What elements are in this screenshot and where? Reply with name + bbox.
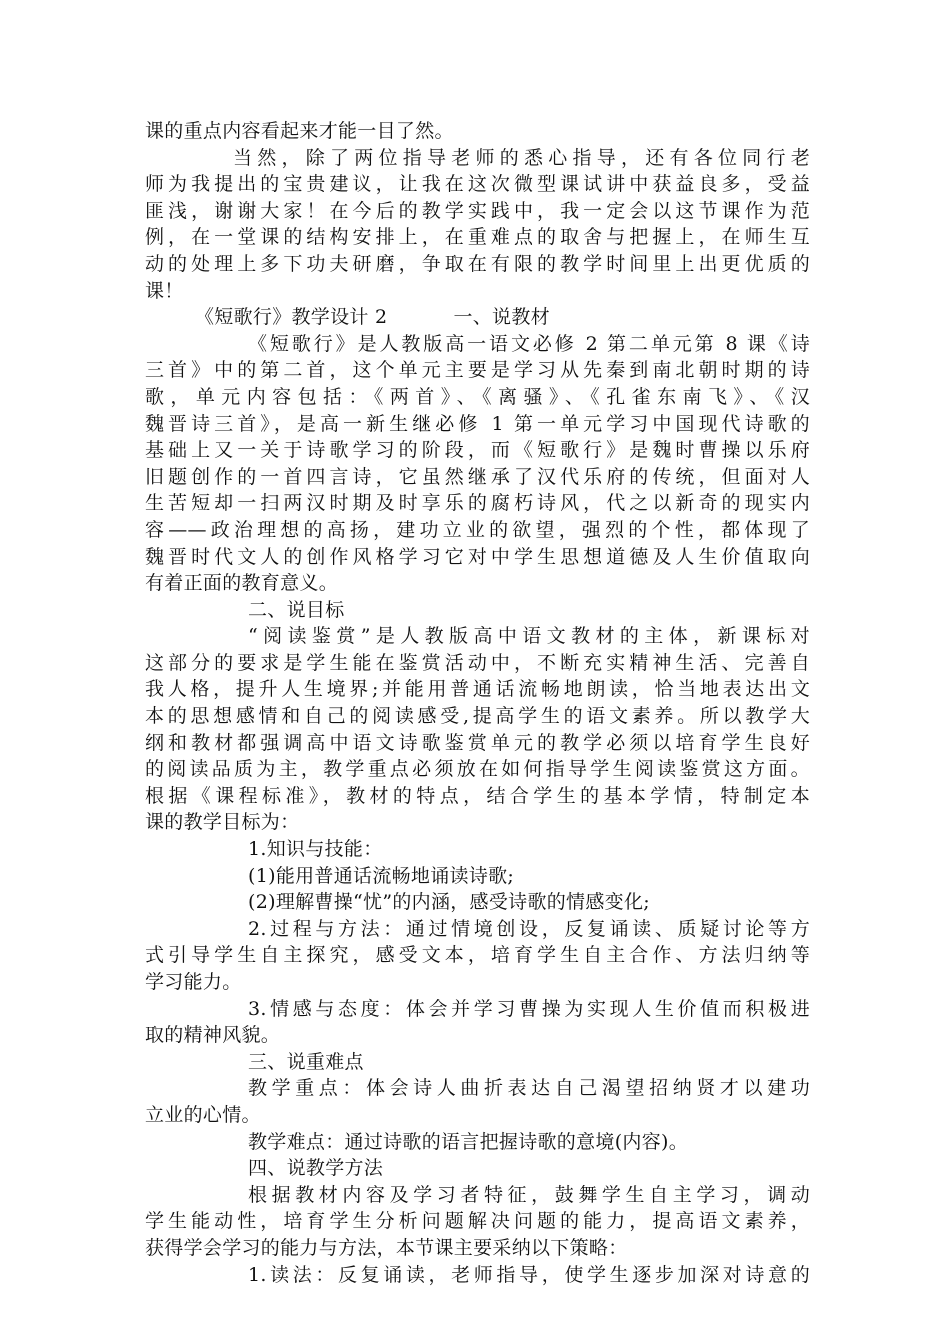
text-line: 1.读法：反复诵读，老师指导，使学生逐步加深对诗意的 bbox=[248, 1263, 810, 1286]
text-line: 有着正面的教育意义。 bbox=[145, 572, 339, 595]
section-heading: 四、说教学方法 bbox=[248, 1157, 384, 1180]
text-line: 这部分的要求是学生能在鉴赏活动中，不断充实精神生活、完善自 bbox=[145, 651, 810, 674]
text-line: 课！ bbox=[145, 279, 184, 302]
text-line: 3.情感与态度：体会并学习曹操为实现人生价值而积极进 bbox=[248, 997, 810, 1020]
text-line: 我人格，提升人生境界;并能用普通话流畅地朗读，恰当地表达出文 bbox=[145, 678, 810, 701]
text-line: 教学重点：体会诗人曲折表达自己渴望招纳贤才以建功 bbox=[248, 1077, 810, 1100]
text-line: 课的教学目标为： bbox=[145, 811, 300, 834]
text-line: 1.知识与技能： bbox=[248, 838, 383, 861]
text-line: 立业的心情。 bbox=[145, 1103, 261, 1126]
text-line: 匪浅，谢谢大家！在今后的教学实践中，我一定会以这节课作为范 bbox=[145, 199, 810, 222]
text-line: (1)能用普通话流畅地诵读诗歌; bbox=[248, 864, 515, 887]
text-line: 教学难点：通过诗歌的语言把握诗歌的意境(内容)。 bbox=[248, 1130, 689, 1153]
text-line: 式引导学生自主探究，感受文本，培育学生自主合作、方法归纳等 bbox=[145, 944, 810, 967]
text-line bbox=[145, 304, 810, 331]
text-line: “阅读鉴赏”是人教版高中语文教材的主体，新课标对 bbox=[248, 625, 810, 648]
text-line: 基础上又一关于诗歌学习的阶段，而《短歌行》是魏时曹操以乐府 bbox=[145, 439, 810, 462]
text-line: 例，在一堂课的结构安排上，在重难点的取舍与把握上，在师生互 bbox=[145, 226, 810, 249]
text-line: 学生能动性，培育学生分析问题解决问题的能力，提高语文素养， bbox=[145, 1210, 810, 1233]
text-line: 获得学会学习的能力与方法，本节课主要采纳以下策略： bbox=[145, 1236, 628, 1259]
text-line: 根据《课程标准》，教材的特点，结合学生的基本学情，特制定本 bbox=[145, 784, 810, 807]
text-line: 生苦短却一扫两汉时期及时享乐的腐朽诗风，代之以新奇的现实内 bbox=[145, 492, 810, 515]
section-heading: 二、说目标 bbox=[248, 598, 345, 621]
text-line: 魏晋时代文人的创作风格学习它对中学生思想道德及人生价值取向 bbox=[145, 545, 810, 568]
text-line: 旧题创作的一首四言诗，它虽然继承了汉代乐府的传统，但面对人 bbox=[145, 465, 810, 488]
text-line: 的阅读品质为主，教学重点必须放在如何指导学生阅读鉴赏这方面。 bbox=[145, 758, 810, 781]
text-line: 本的思想感情和自己的阅读感受,提高学生的语文素养。所以教学大 bbox=[145, 705, 810, 728]
text-line: 三首》中的第二首，这个单元主要是学习从先秦到南北朝时期的诗 bbox=[145, 359, 810, 382]
text-line: 学习能力。 bbox=[145, 971, 242, 993]
document-page bbox=[145, 118, 810, 1288]
section-title: 《短歌行》教学设计 2 bbox=[195, 306, 388, 329]
text-line: 当然，除了两位指导老师的悉心指导，还有各位同行老 bbox=[233, 146, 810, 169]
text-line: 魏晋诗三首》，是高一新生继必修 1 第一单元学习中国现代诗歌的 bbox=[145, 412, 810, 435]
section-heading: 三、说重难点 bbox=[248, 1050, 364, 1073]
text-line: 动的处理上多下功夫研磨，争取在有限的教学时间里上出更优质的 bbox=[145, 252, 810, 275]
text-line: 纲和教材都强调高中语文诗歌鉴赏单元的教学必须以培育学生良好 bbox=[145, 731, 810, 754]
text-line: (2)理解曹操“忧”的内涵，感受诗歌的情感变化; bbox=[248, 891, 650, 914]
text-line: 取的精神风貌。 bbox=[145, 1024, 281, 1047]
text-line: 2.过程与方法：通过情境创设，反复诵读、质疑讨论等方 bbox=[248, 917, 810, 940]
section-heading: 一、说教材 bbox=[453, 306, 550, 329]
text-line: 师为我提出的宝贵建议，让我在这次微型课试讲中获益良多，受益 bbox=[145, 173, 810, 196]
text-line: 歌，单元内容包括：《两首》、《离骚》、《孔雀东南飞》、《汉 bbox=[145, 385, 810, 408]
text-line: 《短歌行》是人教版高一语文必修 2 第二单元第 8 课《诗 bbox=[248, 332, 810, 355]
text-line: 根据教材内容及学习者特征，鼓舞学生自主学习，调动 bbox=[248, 1183, 810, 1206]
text-line: 课的重点内容看起来才能一目了然。 bbox=[145, 120, 454, 142]
text-line: 容——政治理想的高扬，建功立业的欲望，强烈的个性，都体现了 bbox=[145, 518, 810, 541]
